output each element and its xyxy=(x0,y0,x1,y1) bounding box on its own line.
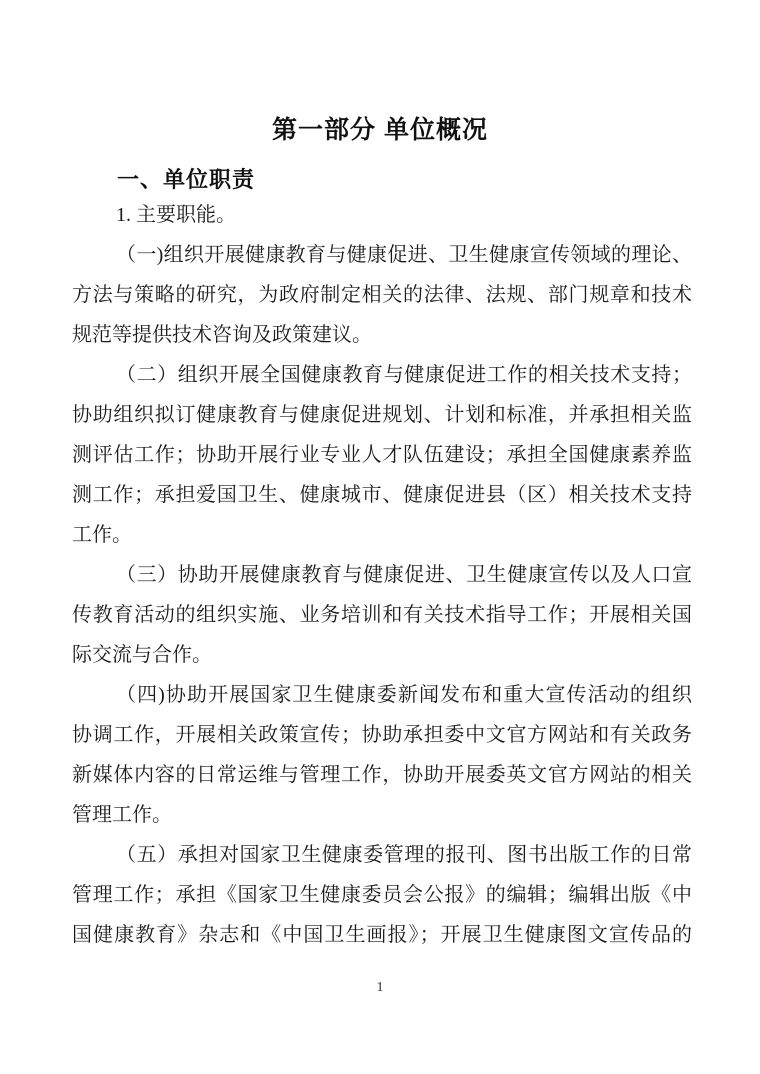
paragraph xyxy=(72,555,692,675)
body-line: 方法与策略的研究，为政府制定相关的法律、法规、部门规章和技术 xyxy=(72,284,692,306)
section-heading: 一、单位职责 xyxy=(117,167,256,192)
body-line: （二）组织开展全国健康教育与健康促进工作的相关技术支持； xyxy=(116,364,692,386)
body-line: 协助组织拟订健康教育与健康促进规划、计划和标准，并承担相关监 xyxy=(72,404,692,426)
body-line: （五）承担对国家卫生健康委管理的报刊、图书出版工作的日常 xyxy=(116,844,692,866)
body-line: （一)组织开展健康教育与健康促进、卫生健康宣传领域的理论、 xyxy=(116,244,692,266)
body-line: 测工作；承担爱国卫生、健康城市、健康促进县（区）相关技术支持 xyxy=(72,484,692,506)
body-line: 测评估工作；协助开展行业专业人才队伍建设；承担全国健康素养监 xyxy=(72,444,692,466)
body-line: 管理工作。 xyxy=(72,804,172,826)
page-number: 1 xyxy=(376,980,384,995)
body-line: 规范等提供技术咨询及政策建议。 xyxy=(72,324,372,346)
body-line: 传教育活动的组织实施、业务培训和有关技术指导工作；开展相关国 xyxy=(72,604,692,626)
paragraph xyxy=(72,835,692,955)
document-body xyxy=(72,195,692,955)
body-line: （三）协助开展健康教育与健康促进、卫生健康宣传以及人口宣 xyxy=(116,564,692,586)
body-line: 1. 主要职能。 xyxy=(116,204,236,226)
page-title: 第一部分 单位概况 xyxy=(272,116,488,144)
paragraph xyxy=(72,355,692,555)
body-line: 工作。 xyxy=(72,524,132,546)
paragraph xyxy=(72,675,692,835)
body-line: 管理工作；承担《国家卫生健康委员会公报》的编辑；编辑出版《中 xyxy=(72,884,692,906)
body-line: 际交流与合作。 xyxy=(72,644,212,666)
paragraph xyxy=(72,195,692,235)
paragraph xyxy=(72,235,692,355)
body-line: 协调工作，开展相关政策宣传；协助承担委中文官方网站和有关政务 xyxy=(72,724,692,746)
body-line: 国健康教育》杂志和《中国卫生画报》；开展卫生健康图文宣传品的 xyxy=(72,924,692,946)
body-line: （四)协助开展国家卫生健康委新闻发布和重大宣传活动的组织 xyxy=(116,684,692,706)
body-line: 新媒体内容的日常运维与管理工作，协助开展委英文官方网站的相关 xyxy=(72,764,692,786)
